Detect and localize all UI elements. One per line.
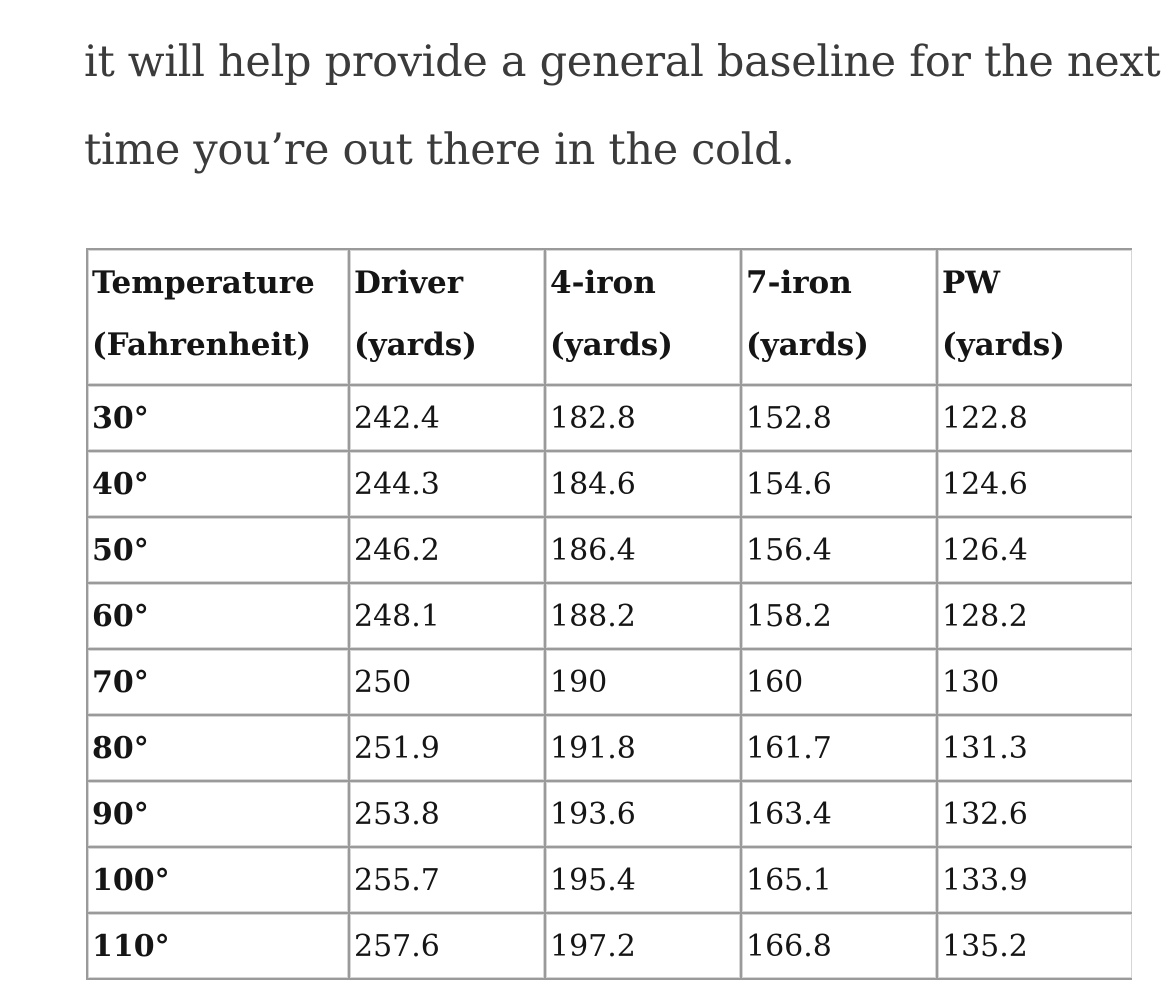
cell-driver: 251.9 xyxy=(349,715,545,781)
header-7-iron xyxy=(741,249,937,385)
cell-7-iron: 166.8 xyxy=(741,913,937,979)
cell-temperature: 80° xyxy=(87,715,349,781)
cell-4-iron: 195.4 xyxy=(545,847,741,913)
cell-driver: 250 xyxy=(349,649,545,715)
header-driver-line2: (yards) xyxy=(354,327,477,363)
cell-temperature: 50° xyxy=(87,517,349,583)
header-temperature-line2: (Fahrenheit) xyxy=(92,327,312,363)
cell-7-iron: 161.7 xyxy=(741,715,937,781)
table-row xyxy=(87,847,1132,913)
cell-4-iron: 190 xyxy=(545,649,741,715)
header-temperature-line1: Temperature xyxy=(92,265,315,301)
cell-4-iron: 184.6 xyxy=(545,451,741,517)
cell-temperature: 70° xyxy=(87,649,349,715)
intro-line-2: time you’re out there in the cold. xyxy=(84,125,795,175)
table-row xyxy=(87,913,1132,979)
cell-4-iron: 186.4 xyxy=(545,517,741,583)
header-4-iron-line1: 4-iron xyxy=(550,265,656,301)
cell-4-iron: 182.8 xyxy=(545,385,741,451)
cell-pw: 122.8 xyxy=(937,385,1132,451)
table-row xyxy=(87,715,1132,781)
cell-7-iron: 163.4 xyxy=(741,781,937,847)
cell-driver: 246.2 xyxy=(349,517,545,583)
cell-pw: 131.3 xyxy=(937,715,1132,781)
header-7-iron-line2: (yards) xyxy=(746,327,869,363)
cell-driver: 253.8 xyxy=(349,781,545,847)
table-row xyxy=(87,649,1132,715)
cell-7-iron: 165.1 xyxy=(741,847,937,913)
cell-4-iron: 193.6 xyxy=(545,781,741,847)
cell-temperature: 100° xyxy=(87,847,349,913)
header-pw-line1: PW xyxy=(942,265,1001,301)
table-row xyxy=(87,385,1132,451)
intro-paragraph xyxy=(84,18,1161,194)
cell-driver: 255.7 xyxy=(349,847,545,913)
table-row xyxy=(87,781,1132,847)
header-4-iron xyxy=(545,249,741,385)
table-row xyxy=(87,583,1132,649)
cell-4-iron: 191.8 xyxy=(545,715,741,781)
cell-driver: 257.6 xyxy=(349,913,545,979)
cell-temperature: 60° xyxy=(87,583,349,649)
header-temperature xyxy=(87,249,349,385)
cell-temperature: 90° xyxy=(87,781,349,847)
intro-line-1: it will help provide a general baseline for the next xyxy=(84,37,1161,87)
cell-4-iron: 197.2 xyxy=(545,913,741,979)
table-header-row xyxy=(87,249,1132,385)
cell-7-iron: 160 xyxy=(741,649,937,715)
yardage-table-container xyxy=(86,248,1132,1008)
header-pw-line2: (yards) xyxy=(942,327,1065,363)
cell-4-iron: 188.2 xyxy=(545,583,741,649)
cell-temperature: 40° xyxy=(87,451,349,517)
cell-pw: 132.6 xyxy=(937,781,1132,847)
header-7-iron-line1: 7-iron xyxy=(746,265,852,301)
table-row xyxy=(87,451,1132,517)
cell-driver: 242.4 xyxy=(349,385,545,451)
cell-pw: 130 xyxy=(937,649,1132,715)
cell-temperature: 110° xyxy=(87,913,349,979)
header-4-iron-line2: (yards) xyxy=(550,327,673,363)
cell-pw: 124.6 xyxy=(937,451,1132,517)
header-driver-line1: Driver xyxy=(354,265,464,301)
header-pw xyxy=(937,249,1132,385)
cell-pw: 126.4 xyxy=(937,517,1132,583)
cell-7-iron: 152.8 xyxy=(741,385,937,451)
cell-7-iron: 154.6 xyxy=(741,451,937,517)
yardage-by-temperature-table xyxy=(86,248,1132,980)
table-row xyxy=(87,517,1132,583)
cell-7-iron: 156.4 xyxy=(741,517,937,583)
cell-driver: 248.1 xyxy=(349,583,545,649)
header-driver xyxy=(349,249,545,385)
cell-pw: 128.2 xyxy=(937,583,1132,649)
cell-pw: 135.2 xyxy=(937,913,1132,979)
cell-7-iron: 158.2 xyxy=(741,583,937,649)
cell-driver: 244.3 xyxy=(349,451,545,517)
cell-pw: 133.9 xyxy=(937,847,1132,913)
cell-temperature: 30° xyxy=(87,385,349,451)
